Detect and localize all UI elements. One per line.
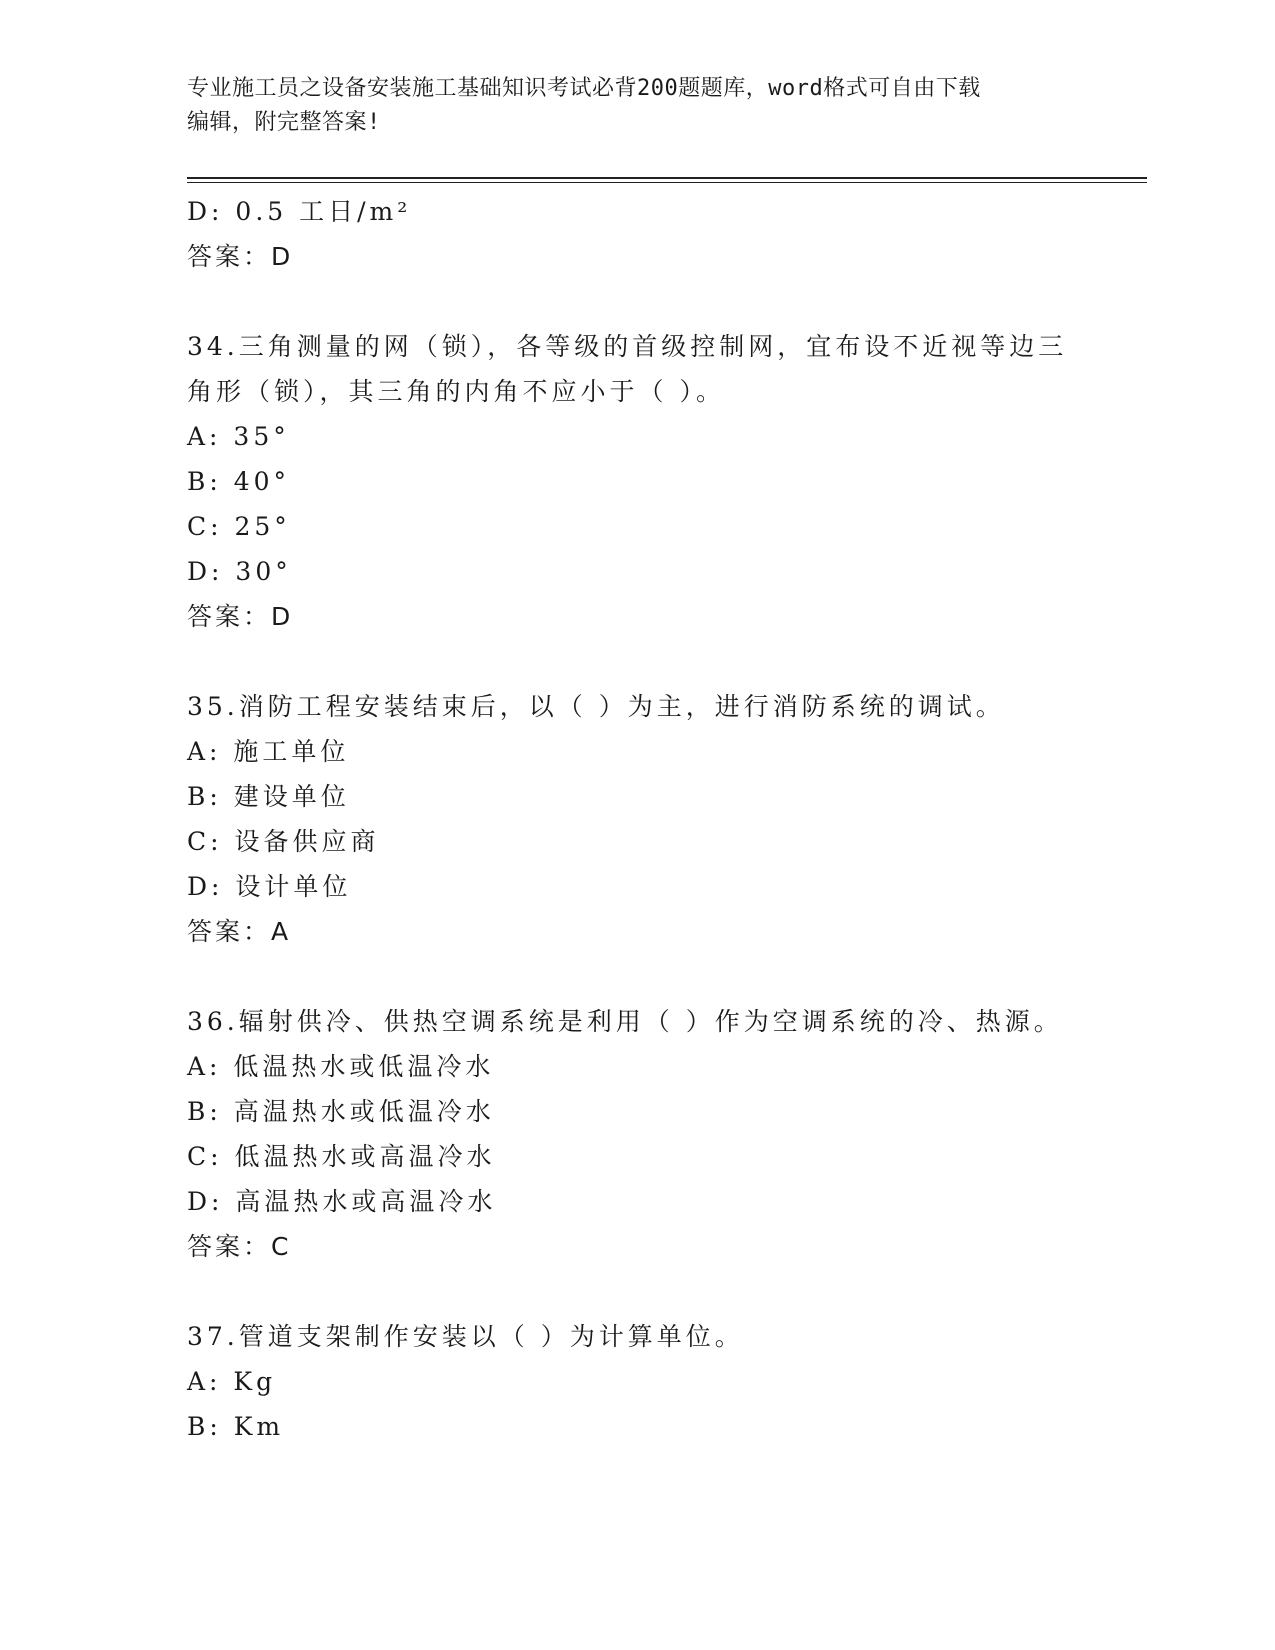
header-divider-thick [187, 177, 1147, 179]
option-b: B: 高温热水或低温冷水 [187, 1097, 495, 1126]
answer: 答案：C [187, 1232, 292, 1261]
prev-option-d: D: 0.5 工日/m² [187, 197, 412, 226]
question-stem: 37.管道支架制作安装以（ ）为计算单位。 [187, 1322, 744, 1351]
option-c: C: 低温热水或高温冷水 [187, 1142, 496, 1171]
option-b: B: Km [187, 1412, 285, 1441]
question-stem: 34.三角测量的网（锁），各等级的首级控制网，宜布设不近视等边三 [187, 332, 1068, 361]
answer: 答案：D [187, 602, 294, 631]
question-stem: 36.辐射供冷、供热空调系统是利用（ ）作为空调系统的冷、热源。 [187, 1007, 1063, 1036]
question-content [187, 189, 1147, 1449]
question-stem-continued: 角形（锁），其三角的内角不应小于（ ）。 [187, 377, 725, 406]
header-title-line-1: 专业施工员之设备安装施工基础知识考试必背200题题库，word格式可自由下载 [187, 76, 981, 101]
option-b: B: 40° [187, 467, 291, 496]
prev-answer: 答案：D [187, 242, 294, 271]
question-35 [187, 684, 1147, 954]
option-a: A: 施工单位 [187, 737, 350, 766]
option-a: A: Kg [187, 1367, 277, 1396]
header-title-line-2: 编辑，附完整答案! [187, 110, 381, 135]
question-36 [187, 999, 1147, 1269]
answer: 答案：A [187, 917, 292, 946]
option-d: D: 高温热水或高温冷水 [187, 1187, 497, 1216]
spacer [187, 1269, 1147, 1314]
document-header [187, 72, 1067, 140]
option-d: D: 设计单位 [187, 872, 352, 901]
spacer [187, 954, 1147, 999]
header-divider-thin [187, 182, 1147, 183]
option-c: C: 25° [187, 512, 291, 541]
option-c: C: 设备供应商 [187, 827, 380, 856]
question-37 [187, 1314, 1147, 1449]
spacer [187, 279, 1147, 324]
option-a: A: 35° [187, 422, 290, 451]
option-d: D: 30° [187, 557, 292, 586]
spacer [187, 639, 1147, 684]
question-stem: 35.消防工程安装结束后，以（ ）为主，进行消防系统的调试。 [187, 692, 1005, 721]
question-34 [187, 324, 1147, 639]
option-b: B: 建设单位 [187, 782, 350, 811]
option-a: A: 低温热水或低温冷水 [187, 1052, 495, 1081]
